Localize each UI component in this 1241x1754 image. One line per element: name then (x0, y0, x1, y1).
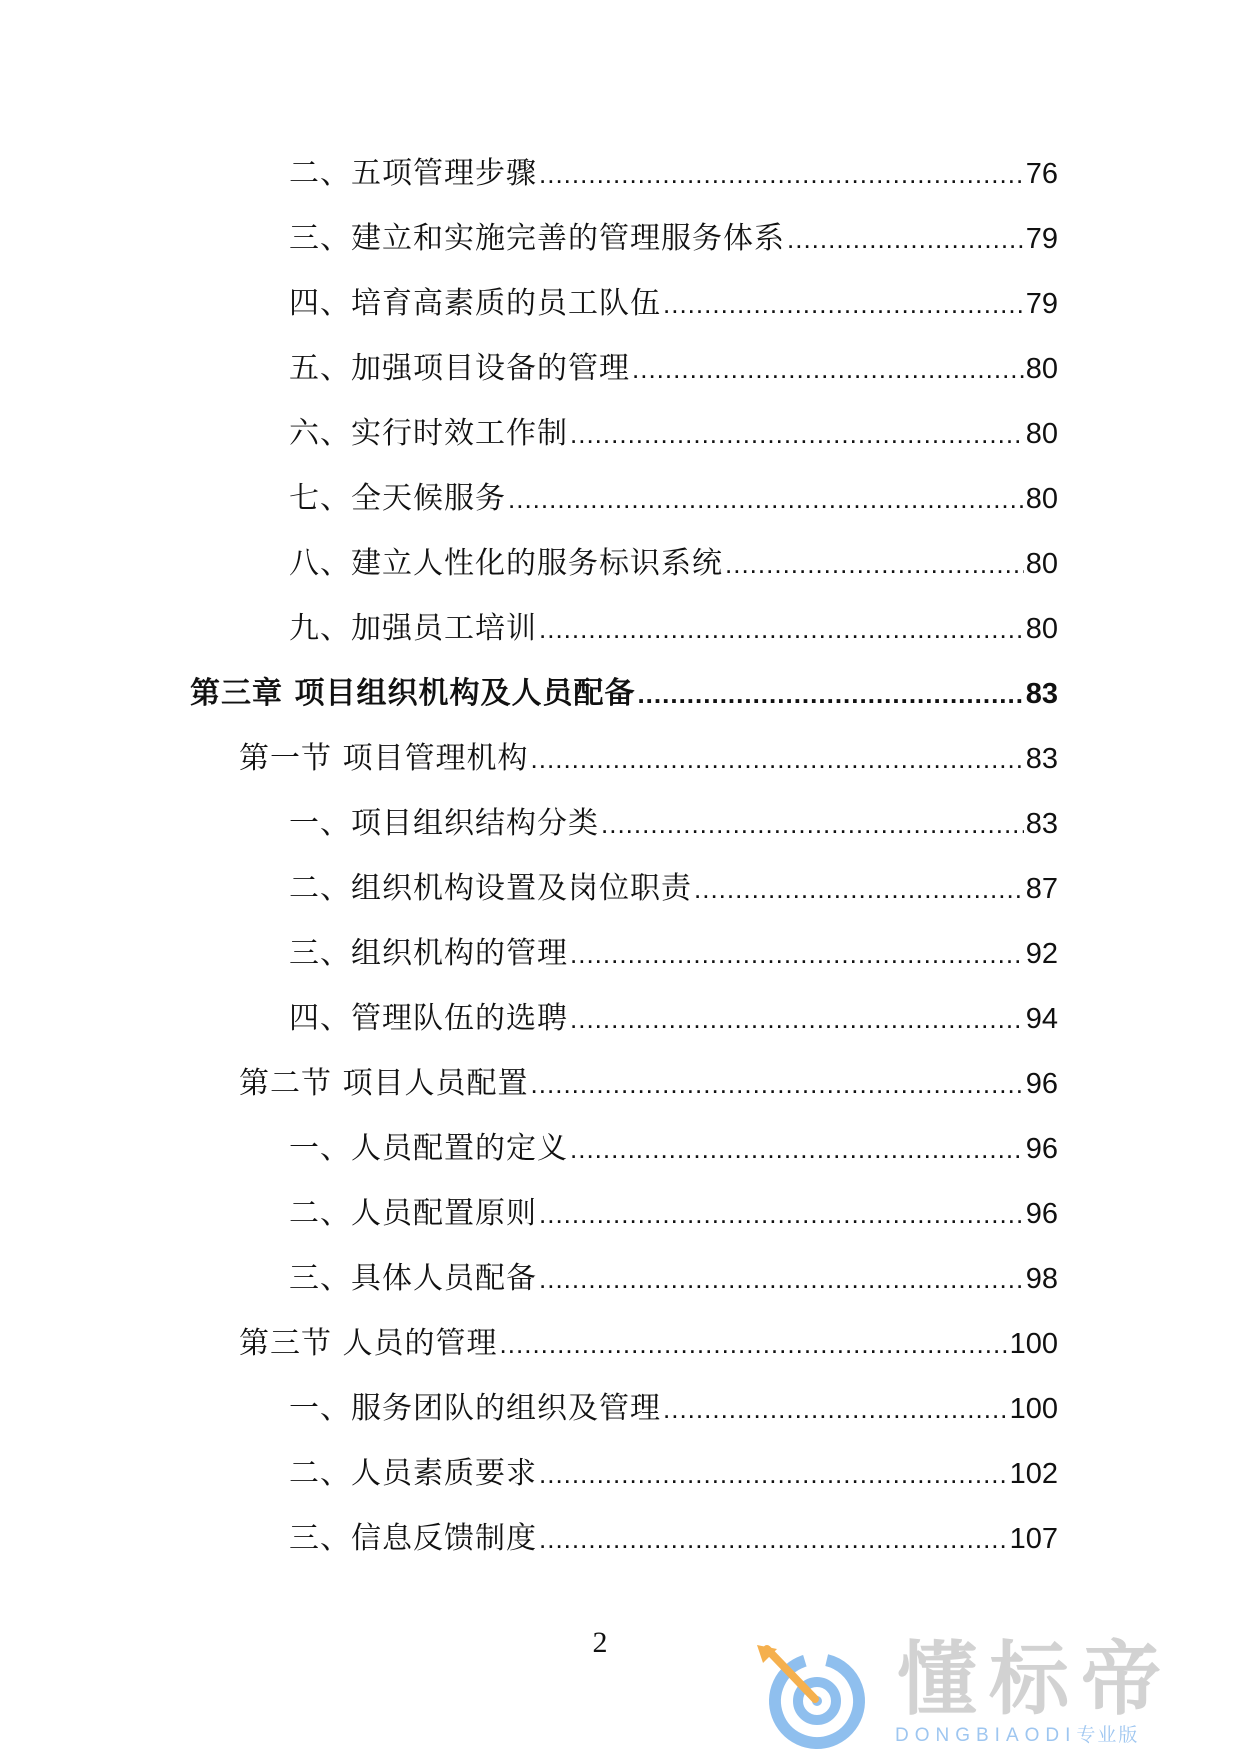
watermark-edition: 专业版 (1076, 1724, 1140, 1746)
toc-entry[interactable] (289, 1389, 1058, 1429)
toc-entry-title: 一、人员配置的定义 (289, 1131, 568, 1166)
dot-leader (500, 1324, 1008, 1364)
toc-entry-page: 80 (1025, 548, 1058, 580)
toc-entry-title: 七、全天候服务 (289, 481, 506, 516)
toc-entry-page: 79 (1025, 223, 1058, 255)
toc-entry-page: 92 (1025, 938, 1058, 970)
toc-entry[interactable] (289, 154, 1058, 194)
toc-entry-title: 第三章 项目组织机构及人员配备 (190, 676, 636, 711)
toc-entry-title: 三、具体人员配备 (289, 1261, 537, 1296)
toc-entry-page: 80 (1025, 483, 1058, 515)
dot-leader (570, 934, 1024, 974)
dot-leader (632, 349, 1024, 389)
toc-entry-page: 100 (1009, 1393, 1058, 1425)
watermark-latin: DONGBIAODI (895, 1725, 1077, 1746)
toc-entry-page: 96 (1025, 1068, 1058, 1100)
toc-entry-page: 94 (1025, 1003, 1058, 1035)
toc-entry[interactable] (289, 804, 1058, 844)
dot-leader (725, 544, 1024, 584)
toc-entry-title: 二、五项管理步骤 (289, 156, 537, 191)
toc-entry-page: 96 (1025, 1198, 1058, 1230)
toc-entry[interactable] (289, 869, 1058, 909)
toc-entry-page: 83 (1025, 808, 1058, 840)
toc-entry-page: 76 (1025, 158, 1058, 190)
toc-entry-title: 二、组织机构设置及岗位职责 (289, 871, 692, 906)
dot-leader (539, 1454, 1008, 1494)
dot-leader (539, 1259, 1024, 1299)
toc-entry-page: 80 (1025, 613, 1058, 645)
toc-entry-page: 107 (1009, 1523, 1058, 1555)
toc-entry[interactable] (289, 1259, 1058, 1299)
toc-entry-page: 87 (1025, 873, 1058, 905)
toc-entry[interactable] (289, 349, 1058, 389)
dot-leader (694, 869, 1024, 909)
toc-entry[interactable] (289, 1519, 1058, 1559)
toc-entry-title: 五、加强项目设备的管理 (289, 351, 630, 386)
toc-entry-title: 四、培育高素质的员工队伍 (289, 286, 661, 321)
dot-leader (637, 674, 1023, 714)
dot-leader (539, 1194, 1024, 1234)
toc-entry-title: 二、人员素质要求 (289, 1456, 537, 1491)
toc-section-entry[interactable] (239, 1064, 1058, 1104)
dot-leader (539, 609, 1024, 649)
toc-entry-page: 100 (1009, 1328, 1058, 1360)
toc-entry-title: 六、实行时效工作制 (289, 416, 568, 451)
watermark-subtitle (895, 1722, 1139, 1749)
toc-entry-title: 第三节 人员的管理 (239, 1326, 498, 1361)
toc-entry-title: 九、加强员工培训 (289, 611, 537, 646)
watermark-logo (745, 1633, 1241, 1754)
toc-entry[interactable] (289, 544, 1058, 584)
dot-leader (531, 739, 1024, 779)
toc-entry-page: 98 (1025, 1263, 1058, 1295)
toc-entry[interactable] (289, 1454, 1058, 1494)
toc-entry-title: 八、建立人性化的服务标识系统 (289, 546, 723, 581)
toc-entry[interactable] (289, 284, 1058, 324)
watermark-brand: 懂标帝 (897, 1633, 1173, 1726)
dot-leader (539, 1519, 1008, 1559)
toc-entry-title: 三、信息反馈制度 (289, 1521, 537, 1556)
dot-leader (663, 1389, 1008, 1429)
toc-entry[interactable] (289, 934, 1058, 974)
dot-leader (570, 414, 1024, 454)
toc-section-entry[interactable] (239, 1324, 1058, 1364)
toc-entry-title: 一、服务团队的组织及管理 (289, 1391, 661, 1426)
dot-leader (531, 1064, 1024, 1104)
toc-entry[interactable] (289, 609, 1058, 649)
dot-leader (787, 219, 1024, 259)
dot-leader (570, 1129, 1024, 1169)
toc-entry[interactable] (289, 219, 1058, 259)
dot-leader (508, 479, 1024, 519)
toc-entry[interactable] (289, 479, 1058, 519)
toc-entry-page: 80 (1025, 418, 1058, 450)
toc-entry[interactable] (289, 1194, 1058, 1234)
toc-section-entry[interactable] (239, 739, 1058, 779)
dot-leader (601, 804, 1024, 844)
toc-entry[interactable] (289, 999, 1058, 1039)
toc-entry-title: 三、建立和实施完善的管理服务体系 (289, 221, 785, 256)
dot-leader (539, 154, 1024, 194)
toc-entry[interactable] (289, 414, 1058, 454)
toc-entry-page: 83 (1025, 743, 1058, 775)
toc-entry-title: 三、组织机构的管理 (289, 936, 568, 971)
target-dart-icon (755, 1643, 873, 1751)
toc-entry-title: 第二节 项目人员配置 (239, 1066, 529, 1101)
toc-entry-page: 96 (1025, 1133, 1058, 1165)
toc-chapter-entry[interactable] (190, 674, 1058, 714)
toc-entry-page: 102 (1009, 1458, 1058, 1490)
toc-entry-title: 第一节 项目管理机构 (239, 741, 529, 776)
toc-entry-page: 80 (1025, 353, 1058, 385)
page-number: 2 (592, 1626, 608, 1659)
toc-entry-title: 四、管理队伍的选聘 (289, 1001, 568, 1036)
toc-entry[interactable] (289, 1129, 1058, 1169)
toc-entry-title: 一、项目组织结构分类 (289, 806, 599, 841)
toc-entry-page: 83 (1025, 678, 1058, 710)
toc-entry-title: 二、人员配置原则 (289, 1196, 537, 1231)
toc-entry-page: 79 (1025, 288, 1058, 320)
dot-leader (663, 284, 1024, 324)
dot-leader (570, 999, 1024, 1039)
